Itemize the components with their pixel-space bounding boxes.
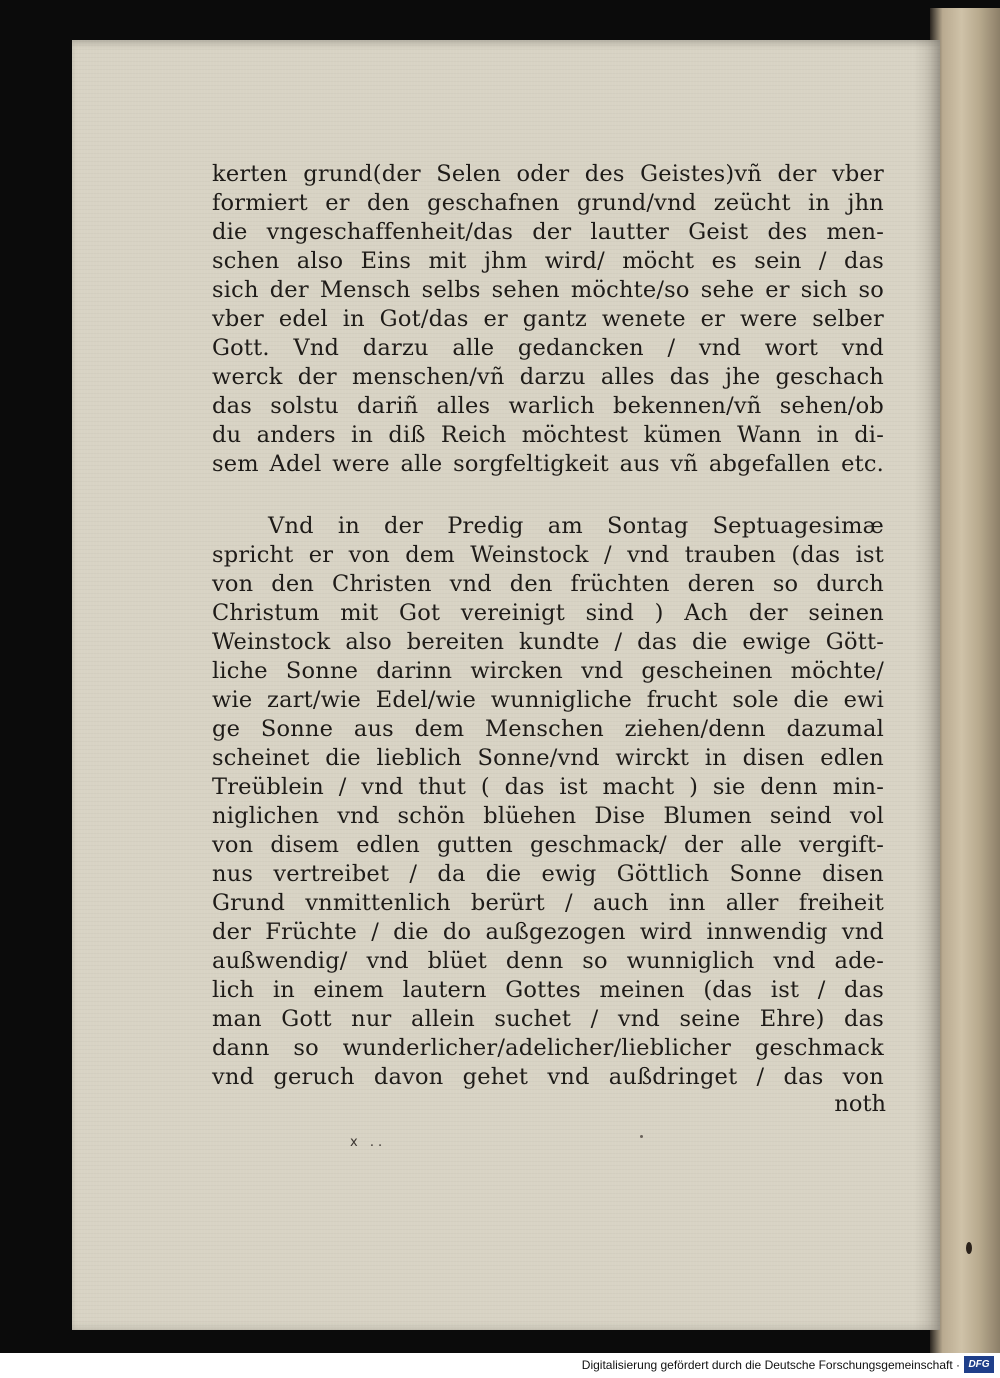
text-line: dann so wunderlicher/adelicher/lieblicher geschmack bbox=[212, 1035, 884, 1061]
text-line: das solstu dariñ alles warlich bekennen/vñ sehen/ob bbox=[212, 393, 884, 419]
text-line: spricht er von dem Weinstock / vnd trauben (das ist bbox=[212, 542, 884, 568]
footer-credit: Digitalisierung gefördert durch die Deutsche Forschungsgemeinschaft · bbox=[581, 1358, 960, 1372]
text-line: von den Christen vnd den früchten deren so durch bbox=[212, 571, 884, 597]
gutter-shadow bbox=[914, 40, 940, 1330]
text-line: Grund vnmittenlich berürt / auch inn aller freiheit bbox=[212, 890, 884, 916]
text-line: wie zart/wie Edel/wie wunnigliche frucht sole die ewi bbox=[212, 687, 884, 713]
dfg-logo: DFG bbox=[964, 1356, 994, 1373]
text-line: ge Sonne aus dem Menschen ziehen/denn dazumal bbox=[212, 716, 884, 742]
text-line: niglichen vnd schön blüehen Dise Blumen seind vol bbox=[212, 803, 884, 829]
text-line: scheinet die lieblich Sonne/vnd wirckt in disen edlen bbox=[212, 745, 884, 771]
text-line: Gott. Vnd darzu alle gedancken / vnd wort vnd bbox=[212, 335, 884, 361]
text-line: Christum mit Got vereinigt sind ) Ach der seinen bbox=[212, 600, 884, 626]
text-line: Weinstock also bereiten kundte / das die ewige Gött- bbox=[212, 629, 884, 655]
text-line: du anders in diß Reich möchtest kümen Wann in di- bbox=[212, 422, 884, 448]
text-line: formiert er den geschafnen grund/vnd zeücht in jhn bbox=[212, 190, 884, 216]
text-line: vnd geruch davon gehet vnd außdringet / das von bbox=[212, 1064, 884, 1090]
text-line: sich der Mensch selbs sehen möchte/so sehe er sich so bbox=[212, 277, 884, 303]
text-line: der Früchte / die do außgezogen wird innwendig vnd bbox=[212, 919, 884, 945]
signature-mark: x .. bbox=[350, 1135, 387, 1150]
text-line: außwendig/ vnd blüet denn so wunniglich vnd ade- bbox=[212, 948, 884, 974]
text-line: lich in einem lautern Gottes meinen (das ist / das bbox=[212, 977, 884, 1003]
text-line: werck der menschen/vñ darzu alles das jhe geschach bbox=[212, 364, 884, 390]
text-line: von disem edlen gutten geschmack/ der alle vergift- bbox=[212, 832, 884, 858]
paragraph-2 bbox=[212, 512, 884, 1092]
text-line: sem Adel were alle sorgfeltigkeit aus vñ abgefallen etc. bbox=[212, 451, 884, 477]
ink-blot bbox=[966, 1242, 972, 1254]
text-line: schen also Eins mit jhm wird/ möcht es sein / das bbox=[212, 248, 884, 274]
text-line: Treüblein / vnd thut ( das ist macht ) sie denn min- bbox=[212, 774, 884, 800]
text-line: kerten grund(der Selen oder des Geistes)vñ der vber bbox=[212, 161, 884, 187]
text-line: man Gott nur allein suchet / vnd seine Ehre) das bbox=[212, 1006, 884, 1032]
catchword: noth bbox=[834, 1091, 886, 1117]
book-edge bbox=[930, 8, 1000, 1353]
text-line: liche Sonne darinn wircken vnd gescheinen möchte/ bbox=[212, 658, 884, 684]
text-line: Vnd in der Predig am Sontag Septuagesimæ bbox=[268, 513, 884, 539]
text-line: vber edel in Got/das er gantz wenete er were selber bbox=[212, 306, 884, 332]
text-line: nus vertreibet / da die ewig Göttlich Sonne disen bbox=[212, 861, 884, 887]
paragraph-1 bbox=[212, 160, 884, 479]
text-line: die vngeschaffenheit/das der lautter Geist des men- bbox=[212, 219, 884, 245]
stray-ink-dot bbox=[640, 1135, 643, 1138]
